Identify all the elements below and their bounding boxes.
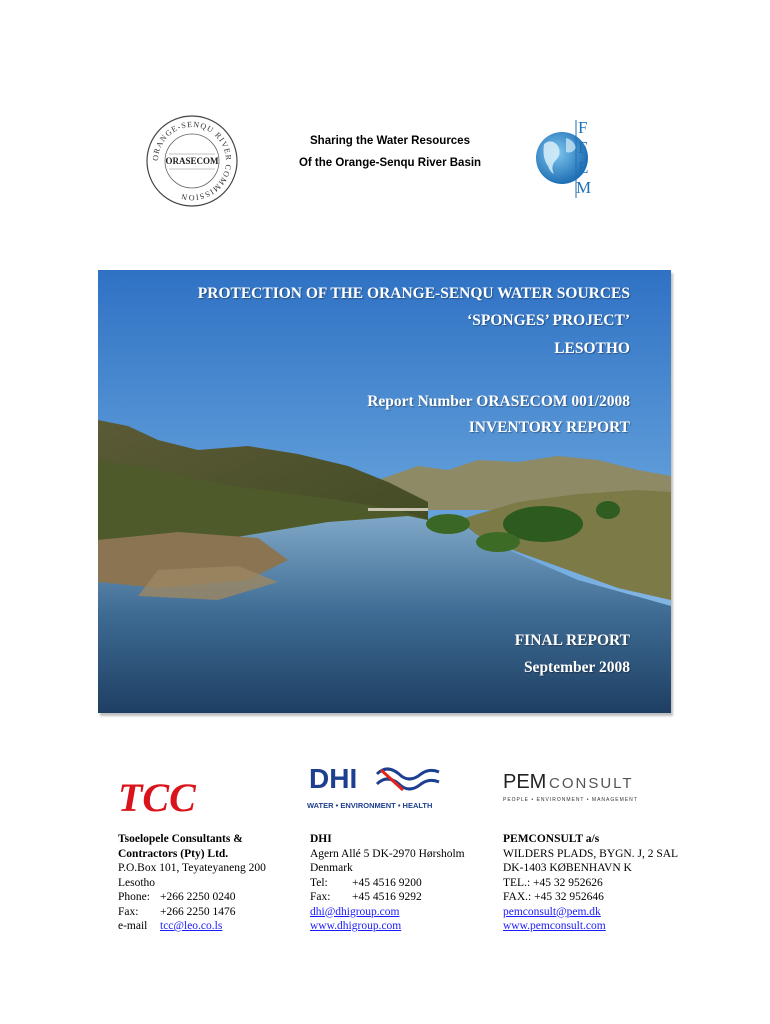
pem-name: PEMCONSULT a/s: [503, 833, 600, 845]
pem-fax: FAX.: +45 32 952646: [503, 891, 604, 903]
tagline-line-1: Sharing the Water Resources: [310, 135, 470, 147]
dhi-name: DHI: [310, 833, 332, 845]
tcc-contact: [118, 832, 298, 934]
cover-title-line-1: PROTECTION OF THE ORANGE-SENQU WATER SOURCES: [197, 285, 630, 302]
tcc-name-line-2: Contractors (Pty) Ltd.: [118, 847, 229, 860]
dhi-email-link[interactable]: dhi@dhigroup.com: [310, 905, 400, 918]
svg-text:CONSULT: CONSULT: [549, 775, 634, 792]
pem-web-link[interactable]: www.pemconsult.com: [503, 920, 606, 932]
dhi-logo: [307, 760, 449, 812]
svg-text:PEOPLE • ENVIRONMENT • MANAGEM: PEOPLE • ENVIRONMENT • MANAGEMENT: [503, 797, 638, 803]
tcc-logo: TCC: [118, 775, 196, 820]
report-type: INVENTORY REPORT: [468, 419, 630, 436]
svg-text:DHI: DHI: [309, 763, 358, 794]
tcc-name-line-1: Tsoelopele Consultants &: [118, 833, 243, 845]
cover-title-line-2: ‘SPONGES’ PROJECT’: [467, 312, 630, 329]
svg-text:PEM: PEM: [503, 771, 547, 793]
pem-email-link[interactable]: pemconsult@pem.dk: [503, 905, 601, 918]
header-tagline: [270, 130, 510, 174]
tcc-address-line-2: Lesotho: [118, 876, 156, 889]
pem-tel: TEL.: +45 32 952626: [503, 876, 603, 889]
pem-address-line-1: WILDERS PLADS, BYGN. J, 2 SAL: [503, 847, 679, 860]
dhi-address-line-2: Denmark: [310, 862, 353, 874]
dhi-web-link[interactable]: www.dhigroup.com: [310, 920, 402, 932]
pemconsult-contact: [503, 832, 703, 934]
dhi-fax-row: Fax: +45 4516 9292: [310, 891, 422, 903]
tcc-phone-row: Phone: +266 2250 0240: [118, 891, 236, 903]
cover-photo: [98, 270, 671, 713]
dhi-contact: [310, 832, 490, 934]
dhi-address-line-1: Agern Allé 5 DK-2970 Hørsholm: [310, 847, 465, 860]
tagline-line-2: Of the Orange-Senqu River Basin: [298, 157, 482, 169]
svg-text:E: E: [578, 158, 589, 177]
cover-title-line-3: LESOTHO: [554, 340, 630, 357]
tcc-address-line-1: P.O.Box 101, Teyateyaneng 200: [118, 862, 266, 874]
pemconsult-logo: [503, 768, 663, 804]
report-status: FINAL REPORT: [514, 632, 630, 649]
orasecom-logo: [145, 114, 239, 208]
tcc-email-link[interactable]: tcc@leo.co.ls: [160, 920, 223, 932]
dhi-tel-row: Tel: +45 4516 9200: [310, 876, 422, 889]
report-number: Report Number ORASECOM 001/2008: [367, 393, 630, 410]
svg-text:ORASECOM: ORASECOM: [165, 156, 219, 166]
tcc-fax-row: Fax: +266 2250 1476: [118, 905, 236, 918]
report-date: September 2008: [523, 659, 630, 676]
svg-text:ORANGE-SENQU RIVER COMMISSION: ORANGE-SENQU RIVER COMMISSION: [150, 119, 234, 203]
pem-address-line-2: DK-1403 KØBENHAVN K: [503, 862, 632, 874]
ffem-logo: [536, 114, 592, 200]
svg-text:WATER • ENVIRONMENT • HEALTH: WATER • ENVIRONMENT • HEALTH: [307, 801, 433, 810]
tcc-email-row: e-mail tcc@leo.co.ls: [118, 920, 223, 932]
svg-text:M: M: [576, 178, 592, 197]
svg-text:F: F: [578, 118, 588, 137]
svg-text:F: F: [578, 138, 588, 157]
